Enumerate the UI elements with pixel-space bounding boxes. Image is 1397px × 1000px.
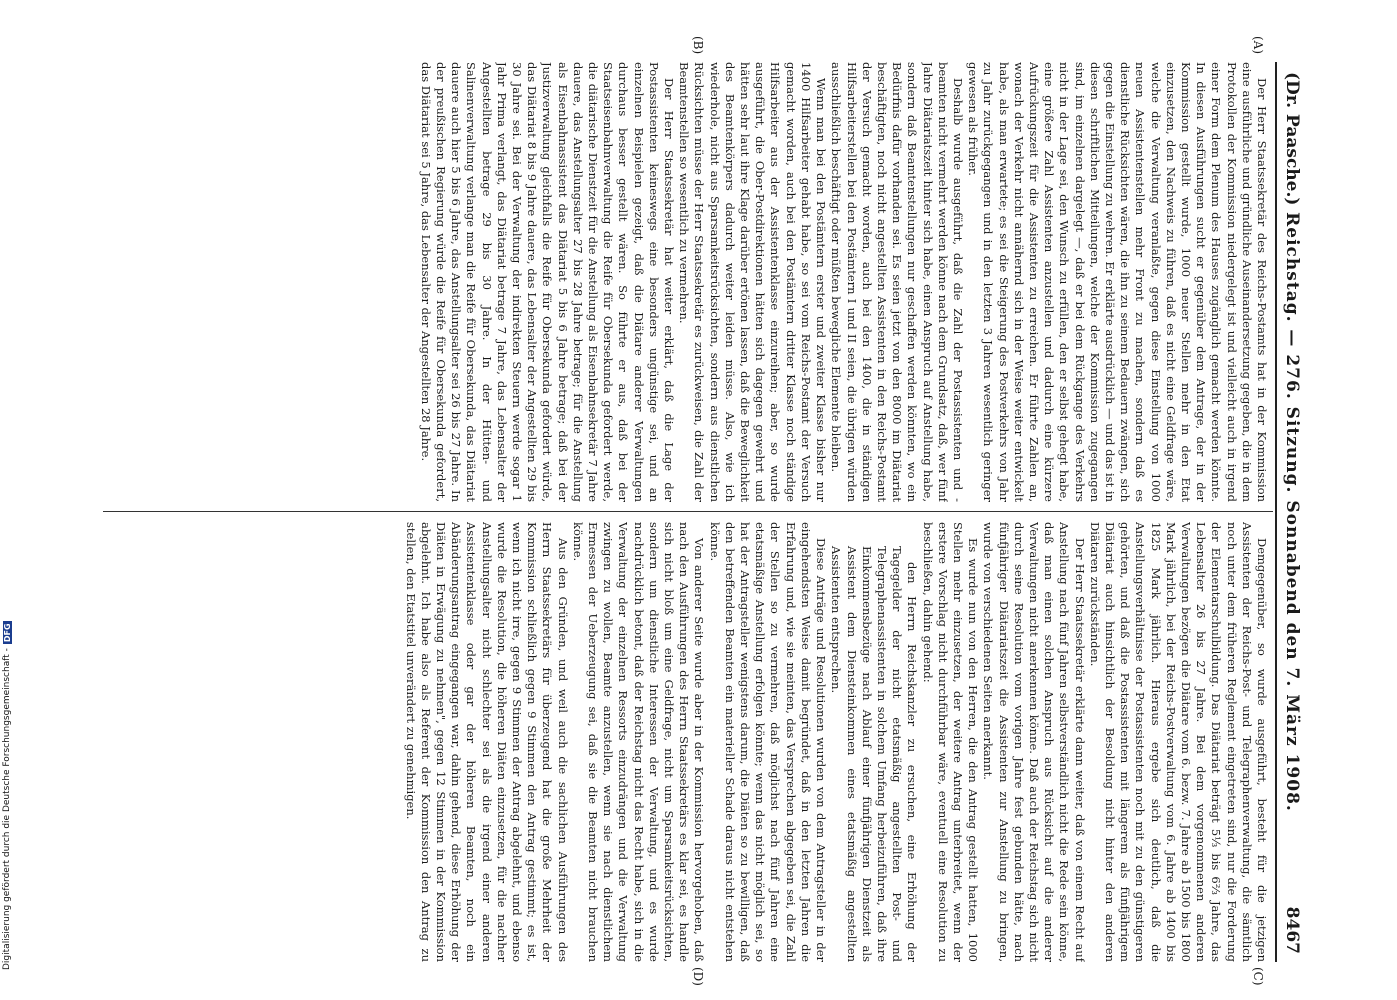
page-header	[1279, 62, 1305, 962]
marker-c: (C)	[1251, 967, 1265, 986]
paragraph: Aus den Gründen, und weil auch die sachlichen Ausführungen des Herrn Staatssekretärs für überzeugend hat die große Mehrheit der Kommission schließlich gegen 9 Stimmen den Antrag gestimmt; es ist, wenn ich nicht irre, gegen 9 Stimmen der Antrag abgelehnt, und ebenso wurde die Resolution, die höheren Diäten einzusetzen, für die nachher Anstellungsalter nicht schlechter sei als die irgend einer anderen Assistentenklasse oder gar der höheren Beamten, noch ein Abänderungsantrag eingegangen war, dahin gehend, diese Erhöhung der Diäten in Erwägung zu nehmen", gegen 12 Stimmen in der Kommission abgelehnt. Ich habe also als Referent der Kommission den Antrag zu stellen, den Etatstitel unverändert zu genehmigen.	[403, 522, 570, 962]
newspaper-page	[95, 36, 1305, 986]
paragraph: Wenn man bei den Postämtern erster und zweiter Klasse bisher nur 1400 Hilfsarbeiter gehabt habe, so sei vom Reichs-Postamt der Versuch gemacht worden, auch bei den Postämtern dritter Klasse noch ständige Hilfsarbeiter aus der Assistentenklasse einzureihen; aber, so wurde ausgeführt, die Ober-Postdirektionen hätten sich dagegen gewehrt und hätten sehr laut ihre Klage darüber ertönen lassen, daß die Beweglichkeit des Beamtenkörpers dadurch weiter leiden müsse. Also, wie ich wiederhole, nicht aus Sparsamkeitsrücksichten, sondern aus dienstlichen Rücksichten müsse der Herr Staatssekretär es zurückweisen, die Zahl der Beamtenstellen so wesentlich zu vermehren.	[677, 62, 829, 502]
funding-note	[0, 0, 14, 1000]
column-right	[109, 522, 1269, 962]
header-rule	[1275, 62, 1277, 962]
page-number: 8467	[1282, 906, 1302, 954]
marker-d: (D)	[691, 967, 705, 986]
header-title: Reichstag. — 276. Sitzung. Sonnabend den 7. März 1908.	[1282, 212, 1302, 812]
column-left	[109, 62, 1269, 502]
paragraph: Diese Anträge und Resolutionen wurden von dem Antragsteller in der eingehendsten Weise damit begründet, daß in den letzten Jahren die Erfahrung und, wie sie meinten, das Versprechen abgegeben sei, die Zahl der Stellen so zu vermehren, daß möglichst nach fünf Jahren eine etatsmäßige Anstellung erfolgen könnte; wenn das nicht möglich sei, so hat der Antragsteller wenigstens darum, die Diäten so zu bewilligen, daß den betreffenden Beamten ein materieller Schade daraus nicht entstehen könne.	[707, 522, 829, 962]
paragraph: Von anderer Seite wurde aber in der Kommission hervorgehoben, daß nach den Ausführungen des Herrn Staatssekretärs es klar sei, es handle sich nicht bloß um eine Geldfrage, nicht um Sparsamkeitsrücksichten, sondern um dienstliche Interessen der Verwaltung, und es wurde nachdrücklich betont, daß der Reichstag nicht das Recht habe, sich in die Verwaltung der einzelnen Ressorts einzudrängen und die Verwaltung zwingen zu wollen, Beamte anzustellen, wenn sie nach dienstlichem Ermessen der Ueberzeugung sei, daß sie die Beamten nicht brauchen könne.	[570, 522, 707, 962]
paragraph: Es wurde nun von den Herren, die den Antrag gestellt hatten, 1000 Stellen mehr einzusetzen, der weitere Antrag unterbreitet, wenn der erstere Vorschlag nicht durchführbar wäre, eventuell eine Resolution zu beschließen, dahin gehend:	[920, 522, 981, 962]
paragraph: Der Herr Staatssekretär des Reichs-Postamts hat in der Kommission eine ausführliche und gründliche Auseinandersetzung gegeben, die in dem Protokollen der Kommission niedergelegt ist und vielleicht auch in irgend einer Form dem Plenum des Hauses zugänglich gemacht werden könnte. In diesen Ausführungen sucht er gegenüber dem Antrage, der in der Kommission gestellt wurde, 1000 neuer Stellen mehr in den Etat einzusetzen, den Nachweis zu führen, daß es nicht eine Geldfrage wäre, welche die Verwaltung veranlaßte, gegen diese Einstellung von 1000 neuen Assistentenstellen mehr Front zu machen, sondern daß es dienstliche Rücksichten wären, die ihn zu seinem Bedauern zwängen, sich gegen die Einstellung zu wehren. Er erklärte ausdrücklich — und das ist in diesen schriftlichen Mitteilungen, welche der Kommission zugegangen sind, im einzelnen dargelegt —, daß er bei dem Rückgange des Verkehrs nicht in der Lage sei, den Wunsch zu erfüllen, den er selbst gehegt habe, eine größere Zahl Assistenten anzustellen und dadurch eine kürzere Aufrückungszeit für die Assistenten zu erreichen. Er führte Zahlen an, wonach der Verkehr nicht annähernd sich in der Weise weiter entwickelt habe, als man erwartete; es sei die Steigerung des Postverkehrs von Jahr zu Jahr zurückgegangen und in den letzten 3 Jahren wesentlich geringer gewesen als früher.	[966, 62, 1269, 502]
header-speaker: (Dr. Paasche.)	[1282, 72, 1302, 206]
column-divider	[103, 511, 1273, 512]
marker-a: (A)	[1251, 36, 1265, 55]
funding-text: Digitalisierung gefördert durch die Deutsche Forschungsgemeinschaft -	[2, 648, 12, 970]
dfg-logo: DFG	[2, 623, 12, 643]
paragraph: Der Herr Staatssekretär hat weiter erklärt, daß die Lage der Postassistenten keineswegs eine besonders ungünstige sei, und an einzelnen Beispielen gezeigt, daß die Diätare anderer Verwaltungen durchaus besser gestellt wären. So führte er aus, daß bei der Staatseisenbahnverwaltung die Reife für Obersekunda gefordert werde, die diätarische Dienstzeit für die Anstellung als Eisenbahnsekretär 7 Jahre dauere, das Anstellungsalter 27 bis 28 Jahre betrage; für die Anstellung als Eisenbahnassistent das Diätariat 5 bis 6 Jahre betrage; daß bei der Justizverwaltung gleichfalls die Reife für Obersekunda gefordert würde, das Diätariat 8 bis 9 Jahre dauere, das Lebensalter der Angestellten 29 bis 30 Jahre sei. Bei der Verwaltung der indirekten Steuern werde sogar 1 Jahr Prima verlangt, das Diätariat betrage 7 Jahre, das Lebensalter der Angestellten betrage 29 bis 30 Jahre. In der Hütten- und Salinenverwaltung verlange man die Reife für Obersekunda, das Diätariat dauere auch hier 5 bis 6 Jahre, das Anstellungsalter sei 26 bis 27 Jahre. In der preußischen Regierung würde die Reife für Obersekunda gefordert, das Diätariat sei 5 Jahre, das Lebensalter der Angestellten 28 Jahre.	[418, 62, 677, 502]
paragraph: Der Herr Staatssekretär erklärte dann weiter, daß von einem Recht auf Anstellung nach fünf Jahren selbstverständlich nicht die Rede sein könne, daß man einen solchen Anspruch aus Rücksicht auf die anderer Verwaltungen nicht anerkennen könne. Daß auch der Reichstag sich nicht durch seine Resolution vom vorigen Jahre fest gebunden hätte, nach fünfjähriger Diätariatszeit die Assistenten zur Anstellung zu bringen, wurde von verschiedenen Seiten anerkannt.	[981, 522, 1087, 962]
paragraph: Demgegenüber, so wurde ausgeführt, besteht für die jetzigen Assistenten der Reichs-Post- und Telegraphenverwaltung, die sämtlich noch unter dem früheren Reglement eingetreten sind, nur die Forderung der Elementarschulbildung. Das Diätariat beträgt 5⅓ bis 6⅔ Jahre, das Lebensalter 26 bis 27 Jahre. Bei dem vorgenommenen anderen Verwaltungen bezögen die Diätare vom 6. bezw. 7. Jahre ab 1500 bis 1800 Mark jährlich, bei der Reichs-Postverwaltung vom 6. Jahre ab 1400 bis 1825 Mark jährlich. Hieraus ergebe sich deutlich, daß die Anstellungsverhältnisse der Postassistenten noch mit zu den günstigeren gehörten, und daß die Postassistenten mit längerem als fünfjährigem Diätariat auch hinsichtlich der Besoldung nicht hinter den anderen Diätaren zurückständen.	[1087, 522, 1269, 962]
marker-b: (B)	[691, 36, 705, 55]
paragraph: Deshalb wurde ausgeführt, daß die Zahl der Postassistenten und -beamten nicht vermehrt werden könne nach dem Grundsatz, daß, wer fünf Jahre Diätariatszeit hinter sich habe, einen Anspruch auf Anstellung habe, sondern daß Beamtenstellungen nur geschaffen werden könnten, wo ein Bedürfnis dafür vorhanden sei. Es seien jetzt von den 8000 im Diätariat beschäftigten, noch nicht angestellten Assistenten in den Reichs-Postamt der Versuch gemacht worden, auch bei den 1400, die in ständigen Hilfsarbeiterstellen bei den Postämtern I und II seien, die übrigen würden ausschließlich beschäftigt oder müßten bewegliche Elemente bleiben.	[829, 62, 965, 502]
quoted-resolution: den Herrn Reichskanzler zu ersuchen, eine Erhöhung der Tagegelder der nicht etatsmäßig angestellten Post- und Telegraphenassistenten in solchem Umfang herbeizuführen, daß ihre Einkommensbezüge nach Ablauf einer fünfjährigen Dienstzeit als Assistent dem Diensteinkommen eines etatsmäßig angestellten Assistenten entsprechen.	[829, 546, 920, 962]
